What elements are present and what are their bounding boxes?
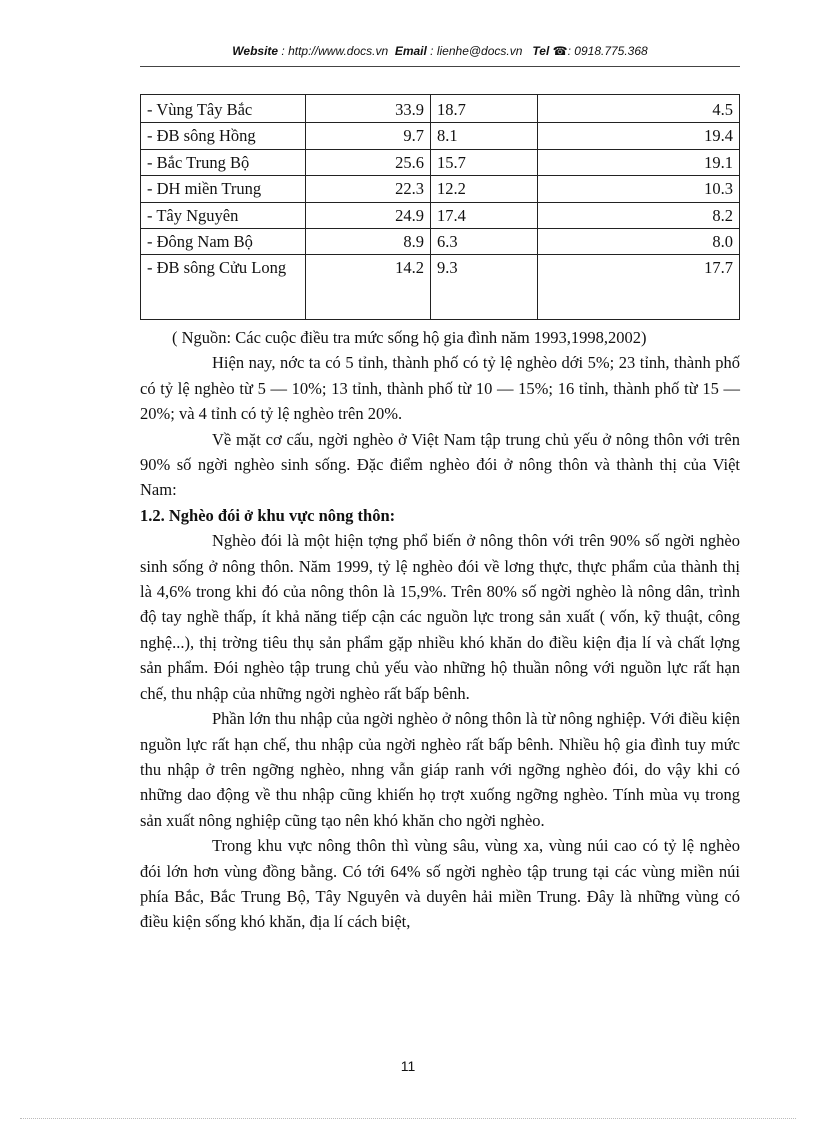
footer-divider bbox=[20, 1118, 796, 1119]
region-cell: - Vùng Tây Bắc bbox=[141, 95, 306, 123]
value-cell: 9.7 bbox=[306, 123, 431, 149]
value-cell: 24.9 bbox=[306, 202, 431, 228]
page-number: 11 bbox=[400, 1058, 416, 1074]
value-cell: 33.9 bbox=[306, 95, 431, 123]
value-cell: 19.1 bbox=[538, 149, 740, 175]
value-cell: 4.5 bbox=[538, 95, 740, 123]
value-cell: 6.3 bbox=[431, 229, 538, 255]
body-text bbox=[140, 325, 740, 935]
value-cell: 8.1 bbox=[431, 123, 538, 149]
region-cell: - Bắc Trung Bộ bbox=[141, 149, 306, 175]
email-label: Email bbox=[394, 44, 427, 58]
source-note: ( Nguồn: Các cuộc điều tra mức sống hộ gia đình năm 1993,1998,2002) bbox=[172, 328, 647, 347]
paragraph: Hiện nay, nớc ta có 5 tỉnh, thành phố có tỷ lệ nghèo dới 5%; 23 tỉnh, thành phố có tỷ lệ nghèo từ 5 — 10%; 13 tỉnh, thành phố từ 10 — 15%; 16 tỉnh, thành phố từ 15 — 20%; và 4 tỉnh có tỷ lệ nghèo trên 20%. bbox=[140, 353, 740, 424]
value-cell: 8.2 bbox=[538, 202, 740, 228]
region-cell: - DH miền Trung bbox=[141, 176, 306, 202]
value-cell: 22.3 bbox=[306, 176, 431, 202]
table-row bbox=[141, 95, 740, 123]
table-row bbox=[141, 229, 740, 255]
value-cell: 18.7 bbox=[431, 95, 538, 123]
region-cell: - Đông Nam Bộ bbox=[141, 229, 306, 255]
header-divider bbox=[140, 66, 740, 67]
value-cell: 15.7 bbox=[431, 149, 538, 175]
value-cell: 10.3 bbox=[538, 176, 740, 202]
table-row bbox=[141, 123, 740, 149]
region-cell: - Tây Nguyên bbox=[141, 202, 306, 228]
paragraph: Phần lớn thu nhập của ngời nghèo ở nông thôn là từ nông nghiệp. Với điều kiện nguồn lực rất hạn chế, thu nhập của ngời nghèo rất bấp bênh. Nhiều hộ gia đình tuy mức thu nhập ở trên ngỡng nghèo, nhng vẫn giáp ranh với ngỡng nghèo đói, do vậy khi có những dao động về thu nhập cũng khiến họ trợt xuống ngỡng nghèo. Tính mùa vụ trong sản xuất nông nghiệp cũng tạo nên khó khăn cho ngời nghèo. bbox=[140, 709, 740, 830]
website-value: : http://www.docs.vn bbox=[281, 44, 389, 58]
value-cell: 8.0 bbox=[538, 229, 740, 255]
value-cell: 12.2 bbox=[431, 176, 538, 202]
value-cell: 17.4 bbox=[431, 202, 538, 228]
value-cell: 17.7 bbox=[538, 255, 740, 320]
website-label: Website bbox=[232, 44, 279, 58]
value-cell: 8.9 bbox=[306, 229, 431, 255]
tel-value: : 0918.775.368 bbox=[567, 44, 648, 58]
table-row bbox=[141, 202, 740, 228]
tel-label: Tel bbox=[532, 44, 550, 58]
paragraph: Về mặt cơ cấu, ngời nghèo ở Việt Nam tập trung chủ yếu ở nông thôn với trên 90% số ngời nghèo sinh sống. Đặc điểm nghèo đói ở nông thôn và thành thị của Việt Nam: bbox=[140, 429, 740, 500]
poverty-table bbox=[140, 94, 740, 320]
telephone-icon: ☎ bbox=[552, 44, 568, 58]
table-row bbox=[141, 176, 740, 202]
value-cell: 14.2 bbox=[306, 255, 431, 320]
region-cell: - ĐB sông Cửu Long bbox=[141, 255, 306, 320]
table-row bbox=[141, 149, 740, 175]
table-row bbox=[141, 255, 740, 320]
value-cell: 9.3 bbox=[431, 255, 538, 320]
page-header bbox=[140, 44, 740, 66]
paragraph: Nghèo đói là một hiện tợng phổ biến ở nông thôn với trên 90% số ngời nghèo sinh sống ở nông thôn. Năm 1999, tỷ lệ nghèo đói về lơng thực, thực phẩm của thành thị là 4,6% trong khi đó của nông thôn là 15,9%. Trên 80% số ngời nghèo là nông dân, trình độ tay nghề thấp, ít khả năng tiếp cận các nguồn lực trong sản xuất ( vốn, kỹ thuật, công nghệ...), thị trờng tiêu thụ sản phẩm gặp nhiều khó khăn do điều kiện địa lí và chất lợng sản phẩm. Đói nghèo tập trung chủ yếu vào những hộ thuần nông với nguồn lực rất hạn chế, thu nhập của những ngời nghèo rất bấp bênh. bbox=[140, 531, 740, 703]
value-cell: 19.4 bbox=[538, 123, 740, 149]
email-value: : lienhe@docs.vn bbox=[430, 44, 523, 58]
paragraph: Trong khu vực nông thôn thì vùng sâu, vùng xa, vùng núi cao có tỷ lệ nghèo đói lớn hơn vùng đồng bằng. Có tới 64% số ngời nghèo tập trung tại các vùng miền núi phía Bắc, Bắc Trung Bộ, Tây Nguyên và duyên hải miền Trung. Đây là những vùng có điều kiện sống khó khăn, địa lí cách biệt, bbox=[140, 836, 740, 932]
region-cell: - ĐB sông Hồng bbox=[141, 123, 306, 149]
value-cell: 25.6 bbox=[306, 149, 431, 175]
section-heading: 1.2. Nghèo đói ở khu vực nông thôn: bbox=[140, 505, 396, 525]
